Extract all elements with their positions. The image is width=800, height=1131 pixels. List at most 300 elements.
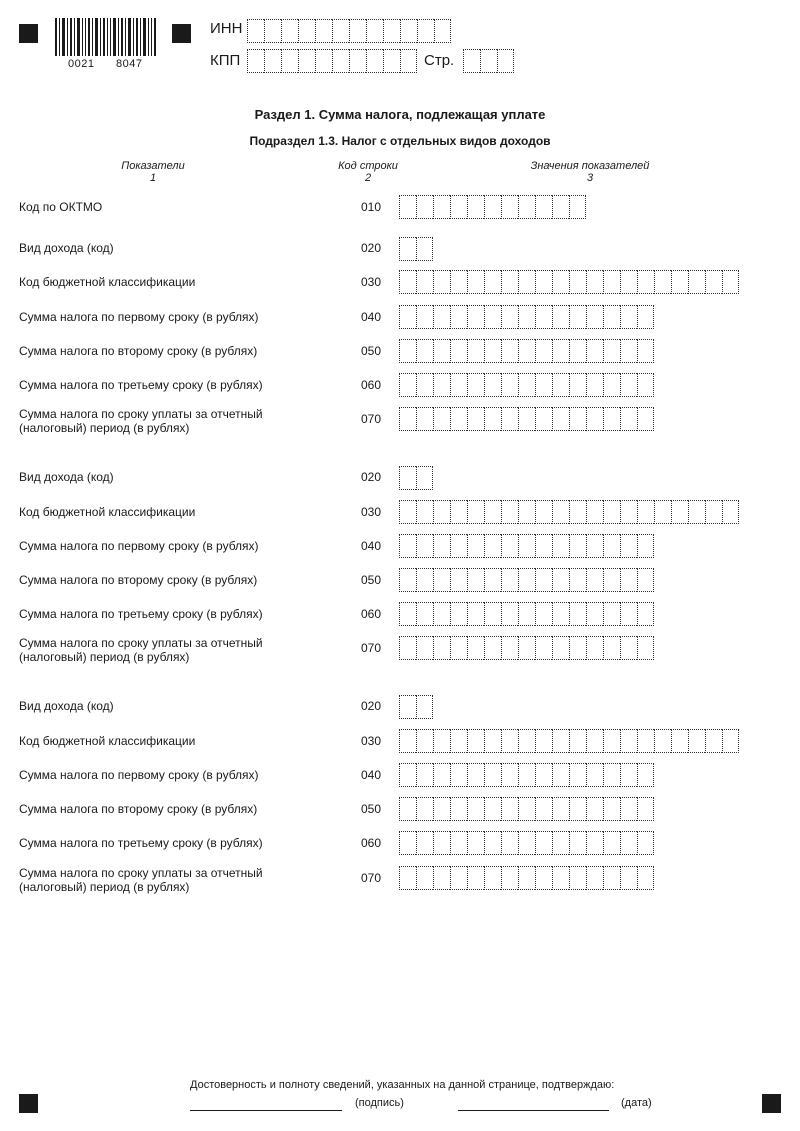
tax-third-term-field[interactable] xyxy=(399,373,654,397)
character-cell[interactable] xyxy=(416,866,433,890)
character-cell[interactable] xyxy=(416,729,433,753)
character-cell[interactable] xyxy=(416,636,433,660)
character-cell[interactable] xyxy=(535,534,552,558)
character-cell[interactable] xyxy=(569,270,586,294)
character-cell[interactable] xyxy=(450,195,467,219)
character-cell[interactable] xyxy=(416,695,433,719)
character-cell[interactable] xyxy=(416,237,433,261)
character-cell[interactable] xyxy=(501,568,518,592)
character-cell[interactable] xyxy=(484,866,501,890)
character-cell[interactable] xyxy=(552,636,569,660)
character-cell[interactable] xyxy=(535,407,552,431)
character-cell[interactable] xyxy=(518,831,535,855)
character-cell[interactable] xyxy=(399,195,416,219)
character-cell[interactable] xyxy=(637,602,654,626)
character-cell[interactable] xyxy=(399,636,416,660)
character-cell[interactable] xyxy=(433,797,450,821)
character-cell[interactable] xyxy=(467,500,484,524)
character-cell[interactable] xyxy=(450,270,467,294)
character-cell[interactable] xyxy=(399,270,416,294)
character-cell[interactable] xyxy=(501,866,518,890)
character-cell[interactable] xyxy=(722,500,739,524)
character-cell[interactable] xyxy=(518,729,535,753)
income-type-field[interactable] xyxy=(399,695,433,719)
character-cell[interactable] xyxy=(433,636,450,660)
character-cell[interactable] xyxy=(535,305,552,329)
character-cell[interactable] xyxy=(480,49,497,73)
character-cell[interactable] xyxy=(535,270,552,294)
character-cell[interactable] xyxy=(569,568,586,592)
character-cell[interactable] xyxy=(484,373,501,397)
character-cell[interactable] xyxy=(637,407,654,431)
character-cell[interactable] xyxy=(416,339,433,363)
character-cell[interactable] xyxy=(433,568,450,592)
character-cell[interactable] xyxy=(603,407,620,431)
character-cell[interactable] xyxy=(433,763,450,787)
kbk-field[interactable] xyxy=(399,270,739,294)
character-cell[interactable] xyxy=(433,195,450,219)
character-cell[interactable] xyxy=(518,636,535,660)
character-cell[interactable] xyxy=(688,729,705,753)
character-cell[interactable] xyxy=(467,195,484,219)
character-cell[interactable] xyxy=(467,270,484,294)
character-cell[interactable] xyxy=(332,19,349,43)
character-cell[interactable] xyxy=(722,729,739,753)
character-cell[interactable] xyxy=(671,729,688,753)
tax-second-term-field[interactable] xyxy=(399,797,654,821)
character-cell[interactable] xyxy=(399,500,416,524)
character-cell[interactable] xyxy=(433,602,450,626)
character-cell[interactable] xyxy=(552,195,569,219)
character-cell[interactable] xyxy=(484,636,501,660)
character-cell[interactable] xyxy=(552,305,569,329)
character-cell[interactable] xyxy=(569,797,586,821)
tax-first-term-field[interactable] xyxy=(399,534,654,558)
character-cell[interactable] xyxy=(535,797,552,821)
character-cell[interactable] xyxy=(552,339,569,363)
character-cell[interactable] xyxy=(484,195,501,219)
character-cell[interactable] xyxy=(637,797,654,821)
character-cell[interactable] xyxy=(501,500,518,524)
character-cell[interactable] xyxy=(484,602,501,626)
character-cell[interactable] xyxy=(620,568,637,592)
tax-period-field[interactable] xyxy=(399,407,654,431)
tax-third-term-field[interactable] xyxy=(399,831,654,855)
character-cell[interactable] xyxy=(383,49,400,73)
character-cell[interactable] xyxy=(620,500,637,524)
character-cell[interactable] xyxy=(484,407,501,431)
character-cell[interactable] xyxy=(637,305,654,329)
character-cell[interactable] xyxy=(569,407,586,431)
character-cell[interactable] xyxy=(620,373,637,397)
character-cell[interactable] xyxy=(586,373,603,397)
character-cell[interactable] xyxy=(705,270,722,294)
character-cell[interactable] xyxy=(501,339,518,363)
character-cell[interactable] xyxy=(399,866,416,890)
character-cell[interactable] xyxy=(264,49,281,73)
character-cell[interactable] xyxy=(518,763,535,787)
character-cell[interactable] xyxy=(497,49,514,73)
character-cell[interactable] xyxy=(366,49,383,73)
character-cell[interactable] xyxy=(671,500,688,524)
character-cell[interactable] xyxy=(416,500,433,524)
character-cell[interactable] xyxy=(450,797,467,821)
character-cell[interactable] xyxy=(416,568,433,592)
character-cell[interactable] xyxy=(552,866,569,890)
character-cell[interactable] xyxy=(518,866,535,890)
character-cell[interactable] xyxy=(484,831,501,855)
character-cell[interactable] xyxy=(603,373,620,397)
character-cell[interactable] xyxy=(450,407,467,431)
character-cell[interactable] xyxy=(450,866,467,890)
character-cell[interactable] xyxy=(399,763,416,787)
character-cell[interactable] xyxy=(247,49,264,73)
character-cell[interactable] xyxy=(467,831,484,855)
character-cell[interactable] xyxy=(637,500,654,524)
character-cell[interactable] xyxy=(399,797,416,821)
character-cell[interactable] xyxy=(586,534,603,558)
tax-first-term-field[interactable] xyxy=(399,305,654,329)
character-cell[interactable] xyxy=(603,270,620,294)
character-cell[interactable] xyxy=(518,407,535,431)
character-cell[interactable] xyxy=(637,729,654,753)
character-cell[interactable] xyxy=(620,407,637,431)
character-cell[interactable] xyxy=(433,270,450,294)
character-cell[interactable] xyxy=(467,636,484,660)
inn-field[interactable] xyxy=(247,19,451,43)
character-cell[interactable] xyxy=(603,763,620,787)
character-cell[interactable] xyxy=(518,568,535,592)
character-cell[interactable] xyxy=(501,373,518,397)
character-cell[interactable] xyxy=(484,729,501,753)
character-cell[interactable] xyxy=(450,305,467,329)
character-cell[interactable] xyxy=(552,831,569,855)
character-cell[interactable] xyxy=(247,19,264,43)
character-cell[interactable] xyxy=(535,636,552,660)
character-cell[interactable] xyxy=(535,866,552,890)
character-cell[interactable] xyxy=(450,636,467,660)
character-cell[interactable] xyxy=(569,339,586,363)
character-cell[interactable] xyxy=(416,534,433,558)
character-cell[interactable] xyxy=(450,568,467,592)
character-cell[interactable] xyxy=(586,797,603,821)
character-cell[interactable] xyxy=(620,602,637,626)
character-cell[interactable] xyxy=(467,373,484,397)
character-cell[interactable] xyxy=(416,195,433,219)
character-cell[interactable] xyxy=(399,339,416,363)
character-cell[interactable] xyxy=(552,763,569,787)
character-cell[interactable] xyxy=(535,339,552,363)
character-cell[interactable] xyxy=(603,866,620,890)
character-cell[interactable] xyxy=(484,797,501,821)
character-cell[interactable] xyxy=(467,729,484,753)
character-cell[interactable] xyxy=(552,797,569,821)
character-cell[interactable] xyxy=(399,729,416,753)
character-cell[interactable] xyxy=(399,466,416,490)
character-cell[interactable] xyxy=(586,763,603,787)
kbk-field[interactable] xyxy=(399,729,739,753)
character-cell[interactable] xyxy=(637,339,654,363)
character-cell[interactable] xyxy=(637,866,654,890)
character-cell[interactable] xyxy=(518,797,535,821)
character-cell[interactable] xyxy=(620,534,637,558)
character-cell[interactable] xyxy=(654,500,671,524)
character-cell[interactable] xyxy=(501,195,518,219)
character-cell[interactable] xyxy=(484,534,501,558)
character-cell[interactable] xyxy=(535,195,552,219)
character-cell[interactable] xyxy=(552,568,569,592)
character-cell[interactable] xyxy=(569,373,586,397)
tax-period-field[interactable] xyxy=(399,866,654,890)
character-cell[interactable] xyxy=(467,568,484,592)
character-cell[interactable] xyxy=(416,305,433,329)
character-cell[interactable] xyxy=(416,373,433,397)
character-cell[interactable] xyxy=(450,373,467,397)
character-cell[interactable] xyxy=(501,407,518,431)
character-cell[interactable] xyxy=(484,270,501,294)
character-cell[interactable] xyxy=(637,534,654,558)
tax-first-term-field[interactable] xyxy=(399,763,654,787)
tax-period-field[interactable] xyxy=(399,636,654,660)
character-cell[interactable] xyxy=(603,568,620,592)
character-cell[interactable] xyxy=(298,19,315,43)
character-cell[interactable] xyxy=(569,534,586,558)
character-cell[interactable] xyxy=(298,49,315,73)
tax-second-term-field[interactable] xyxy=(399,339,654,363)
character-cell[interactable] xyxy=(603,797,620,821)
character-cell[interactable] xyxy=(535,568,552,592)
character-cell[interactable] xyxy=(569,500,586,524)
character-cell[interactable] xyxy=(535,729,552,753)
income-type-field[interactable] xyxy=(399,237,433,261)
character-cell[interactable] xyxy=(450,729,467,753)
character-cell[interactable] xyxy=(722,270,739,294)
character-cell[interactable] xyxy=(400,49,417,73)
character-cell[interactable] xyxy=(552,407,569,431)
character-cell[interactable] xyxy=(535,831,552,855)
character-cell[interactable] xyxy=(433,339,450,363)
character-cell[interactable] xyxy=(586,568,603,592)
character-cell[interactable] xyxy=(569,831,586,855)
character-cell[interactable] xyxy=(467,602,484,626)
character-cell[interactable] xyxy=(518,534,535,558)
character-cell[interactable] xyxy=(501,831,518,855)
character-cell[interactable] xyxy=(586,270,603,294)
character-cell[interactable] xyxy=(586,407,603,431)
character-cell[interactable] xyxy=(552,373,569,397)
signature-line[interactable] xyxy=(190,1110,342,1111)
character-cell[interactable] xyxy=(620,636,637,660)
character-cell[interactable] xyxy=(501,729,518,753)
character-cell[interactable] xyxy=(586,636,603,660)
character-cell[interactable] xyxy=(433,534,450,558)
character-cell[interactable] xyxy=(433,729,450,753)
oktmo-field[interactable] xyxy=(399,195,586,219)
character-cell[interactable] xyxy=(433,831,450,855)
character-cell[interactable] xyxy=(264,19,281,43)
character-cell[interactable] xyxy=(463,49,480,73)
character-cell[interactable] xyxy=(705,500,722,524)
page-number-field[interactable] xyxy=(463,49,514,73)
character-cell[interactable] xyxy=(383,19,400,43)
character-cell[interactable] xyxy=(399,831,416,855)
character-cell[interactable] xyxy=(586,831,603,855)
character-cell[interactable] xyxy=(637,270,654,294)
character-cell[interactable] xyxy=(501,534,518,558)
character-cell[interactable] xyxy=(620,305,637,329)
date-line[interactable] xyxy=(458,1110,609,1111)
character-cell[interactable] xyxy=(433,500,450,524)
character-cell[interactable] xyxy=(366,19,383,43)
character-cell[interactable] xyxy=(552,500,569,524)
character-cell[interactable] xyxy=(620,831,637,855)
character-cell[interactable] xyxy=(399,237,416,261)
character-cell[interactable] xyxy=(315,49,332,73)
character-cell[interactable] xyxy=(467,407,484,431)
character-cell[interactable] xyxy=(349,19,366,43)
character-cell[interactable] xyxy=(569,305,586,329)
character-cell[interactable] xyxy=(501,636,518,660)
character-cell[interactable] xyxy=(552,534,569,558)
character-cell[interactable] xyxy=(467,763,484,787)
character-cell[interactable] xyxy=(399,407,416,431)
character-cell[interactable] xyxy=(467,339,484,363)
character-cell[interactable] xyxy=(467,866,484,890)
character-cell[interactable] xyxy=(484,305,501,329)
character-cell[interactable] xyxy=(603,636,620,660)
character-cell[interactable] xyxy=(603,339,620,363)
character-cell[interactable] xyxy=(399,602,416,626)
character-cell[interactable] xyxy=(603,831,620,855)
character-cell[interactable] xyxy=(637,568,654,592)
tax-second-term-field[interactable] xyxy=(399,568,654,592)
character-cell[interactable] xyxy=(603,729,620,753)
character-cell[interactable] xyxy=(416,763,433,787)
character-cell[interactable] xyxy=(433,407,450,431)
character-cell[interactable] xyxy=(416,797,433,821)
character-cell[interactable] xyxy=(332,49,349,73)
character-cell[interactable] xyxy=(671,270,688,294)
tax-third-term-field[interactable] xyxy=(399,602,654,626)
character-cell[interactable] xyxy=(603,305,620,329)
character-cell[interactable] xyxy=(569,763,586,787)
character-cell[interactable] xyxy=(637,373,654,397)
character-cell[interactable] xyxy=(450,763,467,787)
character-cell[interactable] xyxy=(450,339,467,363)
character-cell[interactable] xyxy=(552,270,569,294)
character-cell[interactable] xyxy=(315,19,332,43)
character-cell[interactable] xyxy=(417,19,434,43)
kpp-field[interactable] xyxy=(247,49,417,73)
character-cell[interactable] xyxy=(535,373,552,397)
character-cell[interactable] xyxy=(688,500,705,524)
character-cell[interactable] xyxy=(416,602,433,626)
character-cell[interactable] xyxy=(620,866,637,890)
character-cell[interactable] xyxy=(569,866,586,890)
character-cell[interactable] xyxy=(501,305,518,329)
character-cell[interactable] xyxy=(399,568,416,592)
character-cell[interactable] xyxy=(399,534,416,558)
character-cell[interactable] xyxy=(281,19,298,43)
character-cell[interactable] xyxy=(569,602,586,626)
character-cell[interactable] xyxy=(535,763,552,787)
character-cell[interactable] xyxy=(569,636,586,660)
character-cell[interactable] xyxy=(620,729,637,753)
character-cell[interactable] xyxy=(349,49,366,73)
character-cell[interactable] xyxy=(484,763,501,787)
character-cell[interactable] xyxy=(569,729,586,753)
character-cell[interactable] xyxy=(484,500,501,524)
character-cell[interactable] xyxy=(569,195,586,219)
character-cell[interactable] xyxy=(399,305,416,329)
character-cell[interactable] xyxy=(501,797,518,821)
character-cell[interactable] xyxy=(416,466,433,490)
character-cell[interactable] xyxy=(705,729,722,753)
character-cell[interactable] xyxy=(603,500,620,524)
character-cell[interactable] xyxy=(620,763,637,787)
character-cell[interactable] xyxy=(586,339,603,363)
character-cell[interactable] xyxy=(484,568,501,592)
character-cell[interactable] xyxy=(518,195,535,219)
character-cell[interactable] xyxy=(416,831,433,855)
character-cell[interactable] xyxy=(501,763,518,787)
character-cell[interactable] xyxy=(637,831,654,855)
character-cell[interactable] xyxy=(518,500,535,524)
character-cell[interactable] xyxy=(603,534,620,558)
character-cell[interactable] xyxy=(552,602,569,626)
character-cell[interactable] xyxy=(467,305,484,329)
character-cell[interactable] xyxy=(467,797,484,821)
character-cell[interactable] xyxy=(501,270,518,294)
character-cell[interactable] xyxy=(637,763,654,787)
character-cell[interactable] xyxy=(399,695,416,719)
character-cell[interactable] xyxy=(654,270,671,294)
character-cell[interactable] xyxy=(450,602,467,626)
character-cell[interactable] xyxy=(416,407,433,431)
character-cell[interactable] xyxy=(535,500,552,524)
character-cell[interactable] xyxy=(620,270,637,294)
character-cell[interactable] xyxy=(450,534,467,558)
character-cell[interactable] xyxy=(399,373,416,397)
character-cell[interactable] xyxy=(400,19,417,43)
character-cell[interactable] xyxy=(586,305,603,329)
character-cell[interactable] xyxy=(654,729,671,753)
character-cell[interactable] xyxy=(518,339,535,363)
character-cell[interactable] xyxy=(434,19,451,43)
income-type-field[interactable] xyxy=(399,466,433,490)
character-cell[interactable] xyxy=(518,602,535,626)
character-cell[interactable] xyxy=(603,602,620,626)
character-cell[interactable] xyxy=(586,500,603,524)
character-cell[interactable] xyxy=(467,534,484,558)
kbk-field[interactable] xyxy=(399,500,739,524)
character-cell[interactable] xyxy=(518,270,535,294)
character-cell[interactable] xyxy=(620,339,637,363)
character-cell[interactable] xyxy=(620,797,637,821)
character-cell[interactable] xyxy=(433,305,450,329)
character-cell[interactable] xyxy=(688,270,705,294)
character-cell[interactable] xyxy=(416,270,433,294)
character-cell[interactable] xyxy=(281,49,298,73)
character-cell[interactable] xyxy=(552,729,569,753)
character-cell[interactable] xyxy=(518,373,535,397)
character-cell[interactable] xyxy=(450,831,467,855)
character-cell[interactable] xyxy=(518,305,535,329)
character-cell[interactable] xyxy=(484,339,501,363)
character-cell[interactable] xyxy=(433,373,450,397)
character-cell[interactable] xyxy=(637,636,654,660)
character-cell[interactable] xyxy=(433,866,450,890)
